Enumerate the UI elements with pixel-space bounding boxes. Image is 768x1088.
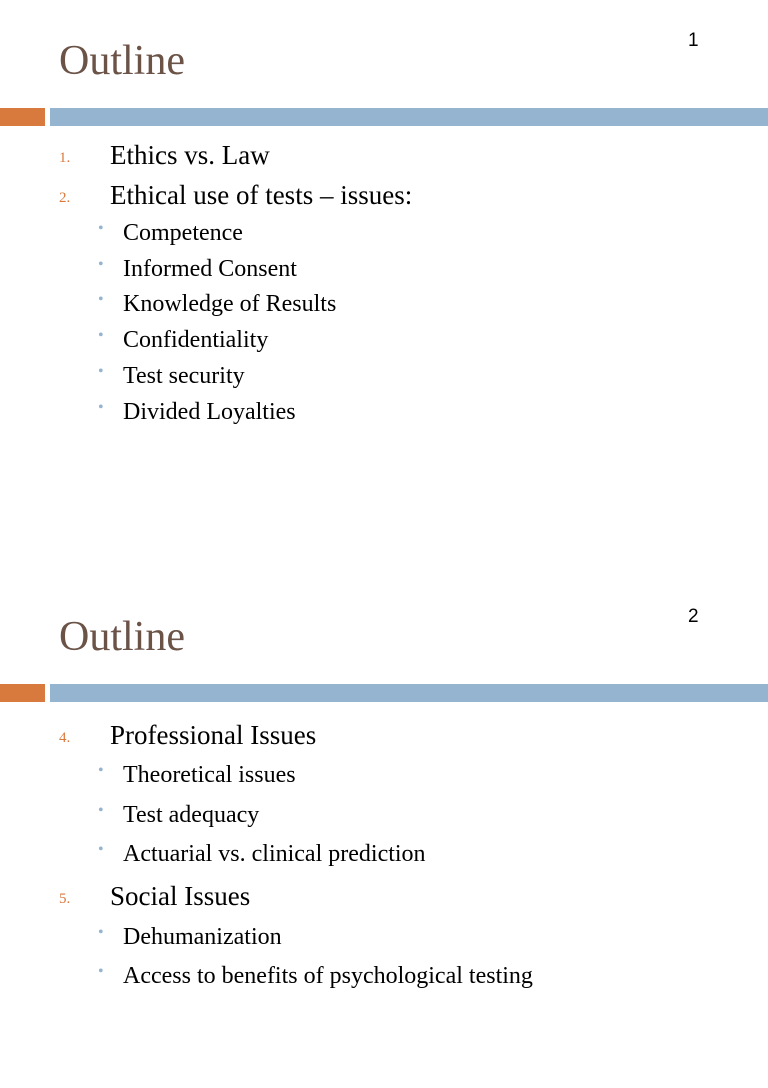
sub-item-text: Knowledge of Results	[123, 291, 337, 317]
accent-bar-orange	[0, 108, 45, 126]
item-text: Professional Issues	[110, 720, 317, 750]
slide-1	[0, 0, 768, 512]
accent-bar-orange	[0, 684, 45, 702]
bullet-icon: •	[98, 841, 104, 858]
sub-item-text: Test security	[123, 363, 245, 389]
sub-item-text: Divided Loyalties	[123, 399, 296, 425]
item-number: 2.	[59, 190, 71, 206]
sub-item-text: Theoretical issues	[123, 762, 296, 788]
bullet-icon: •	[98, 762, 104, 779]
sub-item-text: Confidentiality	[123, 327, 269, 353]
sub-item-text: Test adequacy	[123, 802, 260, 828]
item-number: 5.	[59, 891, 71, 907]
item-number: 1.	[59, 150, 71, 166]
sub-item-text: Actuarial vs. clinical prediction	[123, 841, 426, 867]
bullet-icon: •	[98, 924, 104, 941]
sub-item-text: Access to benefits of psychological testing	[123, 963, 533, 989]
sub-item-text: Dehumanization	[123, 924, 282, 950]
bullet-icon: •	[98, 399, 104, 416]
bullet-icon: •	[98, 802, 104, 819]
sub-item-text: Competence	[123, 220, 243, 246]
item-text: Social Issues	[110, 881, 251, 911]
bullet-icon: •	[98, 327, 104, 344]
bullet-icon: •	[98, 291, 104, 308]
bullet-icon: •	[98, 363, 104, 380]
slide-title: Outline	[59, 38, 185, 84]
accent-bar-blue	[50, 684, 768, 702]
slide-number: 2	[688, 606, 699, 627]
slide-2	[0, 576, 768, 1088]
slide-title: Outline	[59, 614, 185, 660]
slide-number: 1	[688, 30, 699, 51]
item-number: 4.	[59, 730, 71, 746]
item-text: Ethical use of tests – issues:	[110, 180, 413, 210]
item-text: Ethics vs. Law	[110, 140, 270, 170]
bullet-icon: •	[98, 963, 104, 980]
bullet-icon: •	[98, 256, 104, 273]
sub-item-text: Informed Consent	[123, 256, 297, 282]
accent-bar-blue	[50, 108, 768, 126]
bullet-icon: •	[98, 220, 104, 237]
